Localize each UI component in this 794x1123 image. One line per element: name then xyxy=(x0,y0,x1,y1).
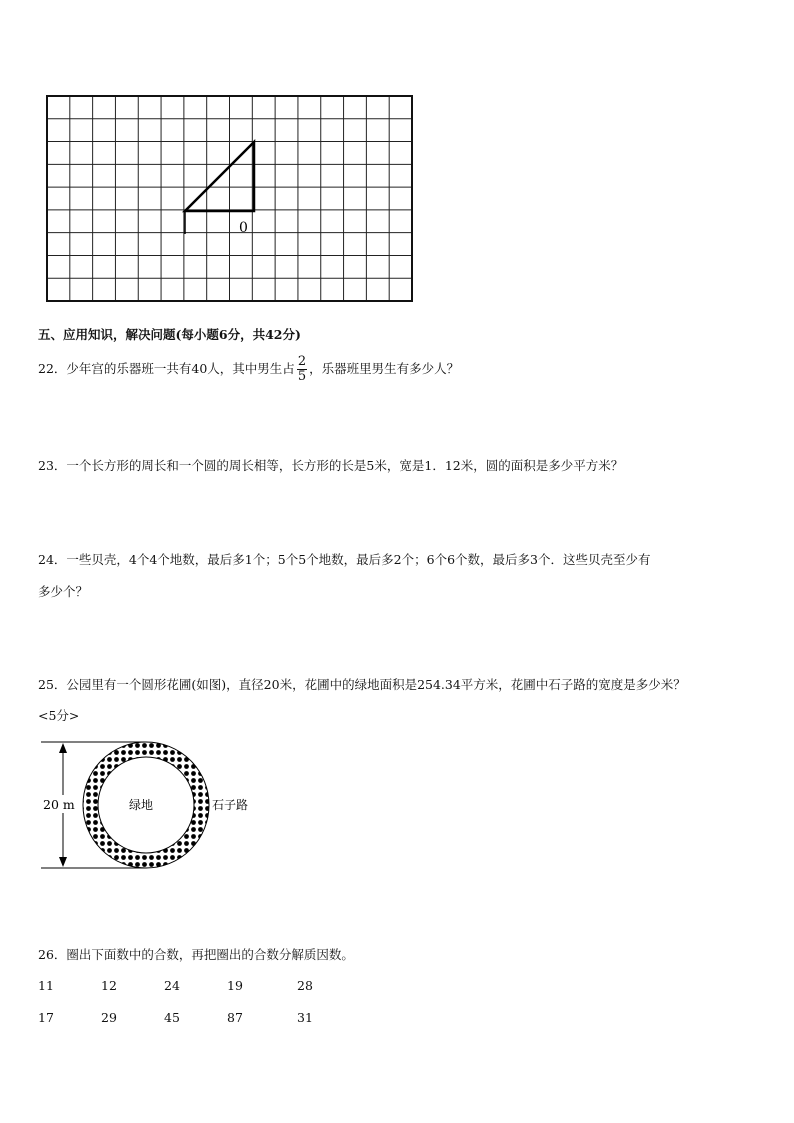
grid-lines xyxy=(47,96,412,301)
question-25-line1: 25．公园里有一个圆形花圃(如图)，直径20米，花圃中的绿地面积是254.34平方米，花圃中石子路的宽度是多少米？ xyxy=(38,677,686,692)
arrow-head-up xyxy=(59,743,67,753)
question-23: 23．一个长方形的周长和一个圆的周长相等，长方形的长是5米，宽是1．12米，圆的面积是多少平方米？ xyxy=(38,458,624,473)
triangle-shape xyxy=(185,142,254,211)
number-cell: 12 xyxy=(101,978,117,993)
number-cell: 24 xyxy=(164,978,180,993)
fraction-two-fifths xyxy=(297,355,307,384)
fraction-denominator: 5 xyxy=(297,369,307,384)
arrow-head-down xyxy=(59,857,67,867)
gravel-path-label: 石子路 xyxy=(212,798,249,812)
question-26: 26．圈出下面数中的合数，再把圈出的合数分解质因数。 xyxy=(38,947,354,962)
garden-figure xyxy=(36,735,276,875)
number-cell: 31 xyxy=(297,1010,313,1025)
diameter-label: 20 m xyxy=(43,797,75,812)
q22-text-after: ，乐器班里男生有多少人？ xyxy=(309,361,460,376)
question-25-line2: <5分> xyxy=(38,708,80,723)
section-title: 五、应用知识，解决问题(每小题6分，共42分) xyxy=(38,327,301,342)
fraction-numerator: 2 xyxy=(297,354,307,369)
number-cell: 11 xyxy=(38,978,54,993)
q22-text-before: 22．少年宫的乐器班一共有40人，其中男生占 xyxy=(38,361,295,376)
number-cell: 45 xyxy=(164,1010,180,1025)
number-cell: 28 xyxy=(297,978,313,993)
question-22 xyxy=(38,352,459,386)
number-cell: 17 xyxy=(38,1010,54,1025)
number-cell: 29 xyxy=(101,1010,117,1025)
grid-figure xyxy=(40,90,420,305)
question-24-line1: 24．一些贝壳，4个4个地数，最后多1个；5个5个地数，最后多2个；6个6个数，最后多3个．这些贝壳至少有 xyxy=(38,552,651,567)
green-area-label: 绿地 xyxy=(129,798,154,812)
question-24-line2: 多少个？ xyxy=(38,584,89,599)
number-cell: 87 xyxy=(227,1010,243,1025)
point-o-label: 0 xyxy=(239,220,248,236)
number-cell: 19 xyxy=(227,978,243,993)
